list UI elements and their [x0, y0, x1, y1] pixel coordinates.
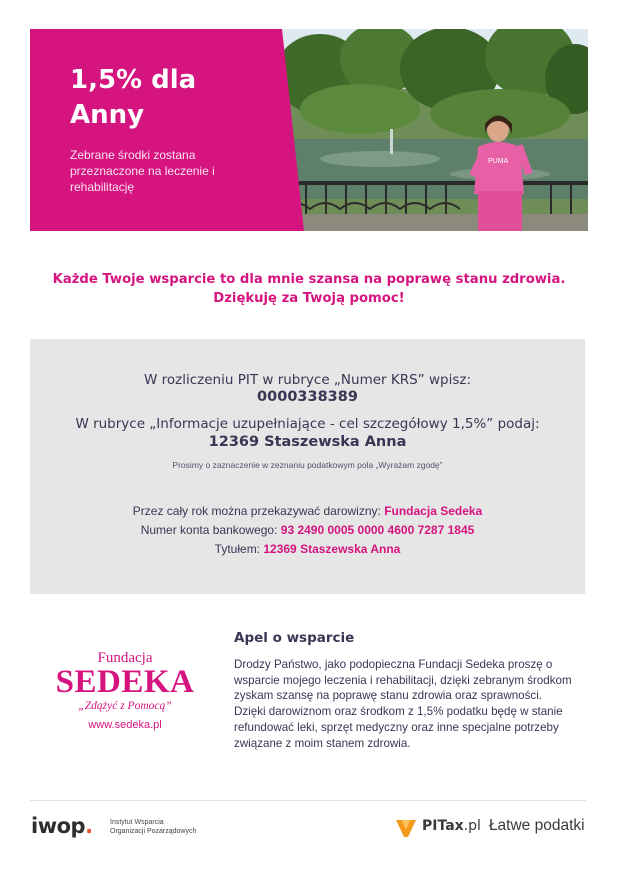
pit-krs-label: W rozliczeniu PIT w rubryce „Numer KRS” wpisz: [144, 372, 471, 388]
appeal-title: Apel o wsparcie [234, 630, 355, 646]
pitax-logo [395, 813, 585, 839]
iwop-desc-line2: Organizacji Pozarządowych [110, 828, 197, 835]
account-line [30, 523, 585, 537]
transfer-title-label: Tytułem: [214, 542, 264, 556]
account-number: 93 2490 0005 0000 4600 7287 1845 [280, 523, 475, 537]
hero-banner [30, 29, 588, 231]
pitax-brand: PITax [422, 818, 464, 834]
appeal-body: Drodzy Państwo, jako podopieczna Fundacji Sedeka proszę o wsparcie mojego leczenia i rehabilitacji, dzięki zebranym środkom zyskam szansę na poprawę stanu zdrowia oraz sprawności. Dzięki darowiznom oraz środkom z 1,5% podatku będę w stanie refundować leki, sprzęt medyczny oraz inne specjalne potrzeby związane z moim stanem zdrowia. [234, 658, 572, 750]
logo-sedeka: SEDEKA [55, 664, 195, 700]
consent-note: Prosimy o zaznaczenie w zeznaniu podatkowym pola „Wyrażam zgodę” [172, 460, 443, 470]
iwop-description [110, 818, 230, 836]
hero-title-line2: Anny [70, 100, 145, 130]
iwop-wordmark: iwop [31, 814, 86, 838]
pitax-check-icon [395, 814, 417, 838]
hero-title-line1: 1,5% dla [70, 65, 197, 95]
detail-value: 12369 Staszewska Anna [208, 434, 407, 450]
tax-info-box [30, 339, 585, 594]
footer-divider [30, 800, 586, 801]
account-label: Numer konta bankowego: [140, 523, 281, 537]
hero-title [70, 63, 250, 133]
donation-value: Fundacja Sedeka [384, 504, 483, 518]
iwop-dot: . [85, 814, 93, 838]
donation-line [30, 504, 585, 518]
detail-label: W rubryce „Informacje uzupełniające - cel szczegółowy 1,5%” podaj: [75, 416, 540, 432]
pitax-domain: .pl [463, 818, 481, 834]
logo-motto: „Zdążyć z Pomocą” [78, 700, 172, 712]
logo-url[interactable]: www.sedeka.pl [88, 719, 162, 731]
logo-fundacja: Fundacja [97, 650, 153, 666]
iwop-logo [31, 814, 93, 838]
sedeka-logo [55, 650, 195, 750]
tagline [30, 270, 588, 308]
shirt-print: PUMA [488, 158, 509, 165]
hero-subtitle: Zebrane środki zostana przeznaczone na leczenie i rehabilitację [70, 148, 215, 194]
transfer-title-line [30, 542, 585, 556]
tagline-line1: Każde Twoje wsparcie to dla mnie szansa na poprawę stanu zdrowia. [52, 272, 566, 287]
krs-number: 0000338389 [257, 389, 358, 405]
pitax-slogan: Łatwe podatki [488, 817, 585, 834]
tagline-line2: Dziękuję za Twoją pomoc! [213, 291, 405, 306]
iwop-desc-line1: Instytut Wsparcia [110, 819, 164, 826]
donation-label: Przez cały rok można przekazywać darowizny: [132, 504, 385, 518]
transfer-title-value: 12369 Staszewska Anna [263, 542, 401, 556]
